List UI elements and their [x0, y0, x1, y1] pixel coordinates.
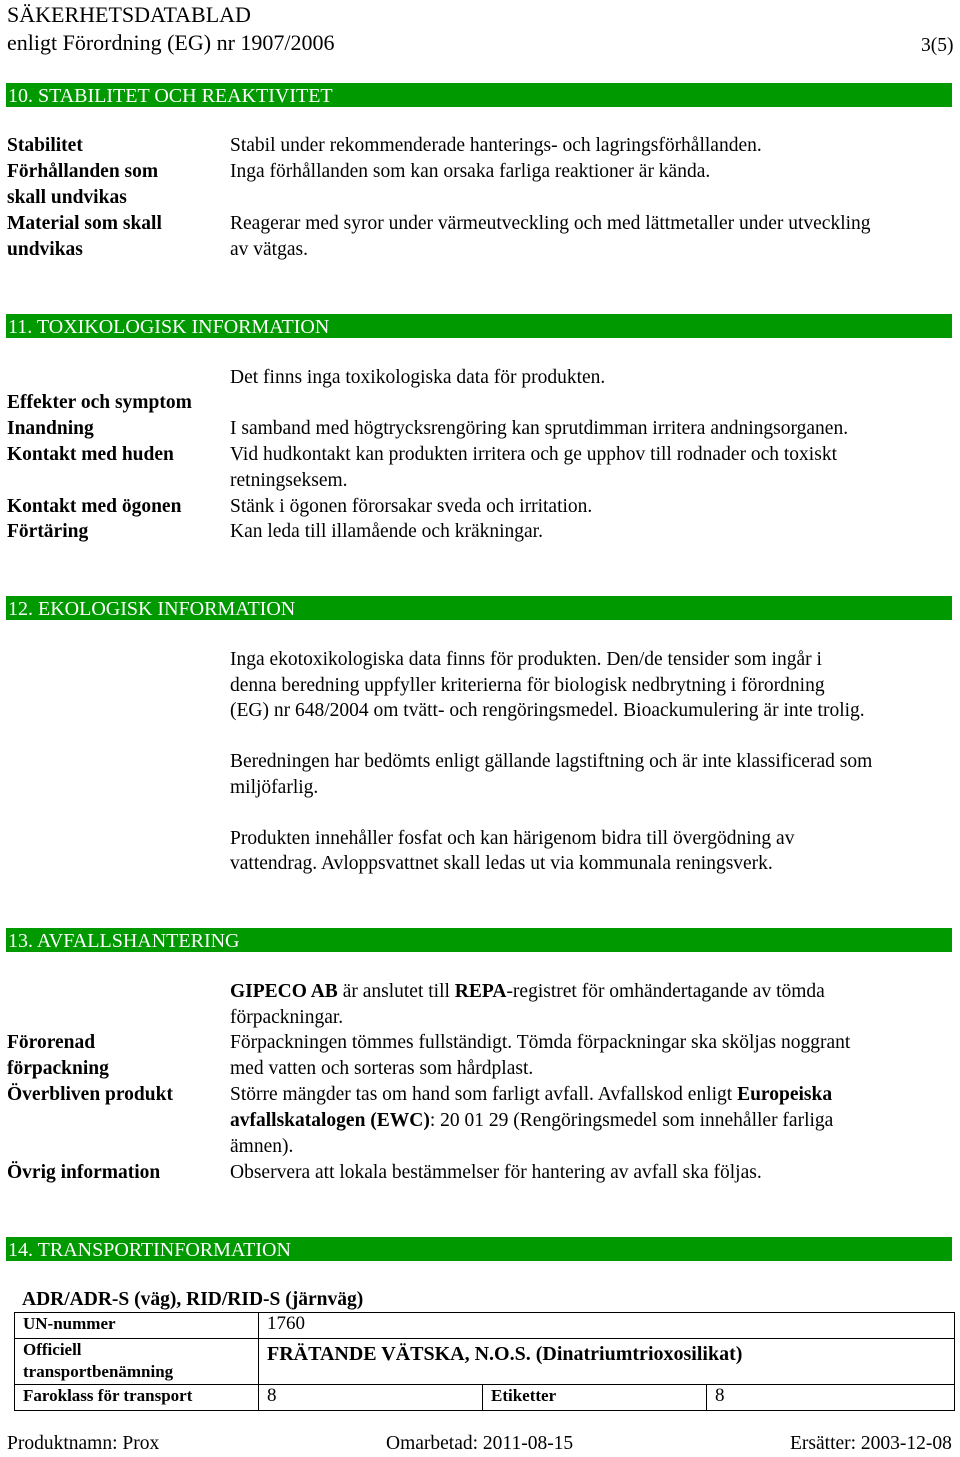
text-contaminated-line1: Förpackningen tömmes fullständigt. Tömda förpackningar ska sköljas noggrant: [230, 1032, 851, 1053]
label-skin-contact: Kontakt med huden: [7, 444, 174, 465]
transport-table: [14, 1312, 955, 1411]
text-eye-contact: Stänk i ögonen förorsakar sveda och irritation.: [230, 496, 593, 517]
footer-revised: Omarbetad: 2011-08-15: [386, 1433, 574, 1454]
section-14-heading: 14. TRANSPORTINFORMATION: [6, 1237, 952, 1261]
document-title: SÄKERHETSDATABLAD: [7, 2, 251, 27]
text-contaminated-line2: med vatten och sorteras som hårdplast.: [230, 1058, 534, 1079]
text-stability: Stabil under rekommenderade hanterings- och lagringsförhållanden.: [230, 135, 762, 156]
repa-name: REPA: [454, 981, 507, 1002]
un-number-label: UN-nummer: [23, 1314, 116, 1333]
label-conditions-line1: Förhållanden som: [7, 161, 159, 182]
text-skin-contact-line2: retningseksem.: [230, 470, 348, 491]
text-inhalation: I samband med högtrycksrengöring kan sprutdimman irritera andningsorganen.: [230, 418, 849, 439]
ecology-p3-line1: Produkten innehåller fosfat och kan härigenom bidra till övergödning av: [230, 828, 795, 849]
footer-replaces: Ersätter: 2003-12-08: [790, 1433, 952, 1454]
label-conditions-line2: skall undvikas: [7, 187, 127, 208]
text-leftover-line2: avfallskatalogen (EWC): 20 01 29 (Rengöringsmedel som innehåller farliga: [230, 1110, 834, 1131]
text-materials-line2: av vätgas.: [230, 239, 308, 260]
label-materials-line1: Material som skall: [7, 213, 162, 234]
ecology-p3-line2: vattendrag. Avloppsvattnet skall ledas ut via kommunala reningsverk.: [230, 853, 773, 874]
transport-subheading: ADR/ADR-S (väg), RID/RID-S (järnväg): [22, 1289, 364, 1310]
hazard-class-label: Faroklass för transport: [23, 1386, 193, 1405]
hazard-class-value: 8: [267, 1385, 277, 1406]
labels-label: Etiketter: [491, 1386, 557, 1405]
label-inhalation: Inandning: [7, 418, 94, 439]
ecology-p2-line2: miljöfarlig.: [230, 777, 319, 798]
table-row: [15, 1313, 955, 1339]
regulation-line: enligt Förordning (EG) nr 1907/2006: [7, 30, 335, 55]
waste-intro-line2: förpackningar.: [230, 1007, 344, 1028]
labels-value: 8: [715, 1385, 725, 1406]
ecology-p2-line1: Beredningen har bedömts enligt gällande lagstiftning och är inte klassificerad som: [230, 751, 873, 772]
ecology-p1-line1: Inga ekotoxikologiska data finns för produkten. Den/de tensider som ingår i: [230, 649, 822, 670]
label-other-info: Övrig information: [7, 1162, 161, 1183]
label-effects: Effekter och symptom: [7, 392, 192, 413]
ecology-p1-line2: denna beredning uppfyller kriterierna för biologisk nedbrytning i förordning: [230, 675, 825, 696]
label-materials-line2: undvikas: [7, 239, 83, 260]
section-11-heading: 11. TOXIKOLOGISK INFORMATION: [6, 314, 952, 338]
text-leftover-line1: Större mängder tas om hand som farligt avfall. Avfallskod enligt Europeiska: [230, 1084, 833, 1105]
shipping-name-value: FRÄTANDE VÄTSKA, N.O.S. (Dinatriumtrioxosilikat): [267, 1343, 743, 1365]
page-number: 3(5): [921, 35, 954, 56]
table-row: [15, 1385, 955, 1411]
label-contaminated-line2: förpackning: [7, 1058, 109, 1079]
text-leftover-line3: ämnen).: [230, 1136, 294, 1157]
company-name: GIPECO AB: [230, 981, 338, 1002]
label-ingestion: Förtäring: [7, 521, 89, 542]
label-stability: Stabilitet: [7, 135, 83, 156]
waste-intro-line1: GIPECO AB är anslutet till REPA-registret för omhändertagande av tömda: [230, 981, 825, 1002]
text-ingestion: Kan leda till illamående och kräkningar.: [230, 521, 543, 542]
ecology-p1-line3: (EG) nr 648/2004 om tvätt- och rengöringsmedel. Bioackumulering är inte trolig.: [230, 700, 865, 721]
label-eye-contact: Kontakt med ögonen: [7, 496, 182, 517]
text-materials-line1: Reagerar med syror under värmeutveckling och med lättmetaller under utveckling: [230, 213, 871, 234]
label-contaminated-line1: Förorenad: [7, 1032, 96, 1053]
table-row: [15, 1339, 955, 1385]
footer-product: Produktnamn: Prox: [7, 1433, 160, 1454]
section-12-heading: 12. EKOLOGISK INFORMATION: [6, 596, 952, 620]
text-skin-contact-line1: Vid hudkontakt kan produkten irritera och ge upphov till rodnader och toxiskt: [230, 444, 837, 465]
shipping-name-label-line2: transportbenämning: [23, 1362, 174, 1381]
section-13-heading: 13. AVFALLSHANTERING: [6, 928, 952, 952]
toxicology-intro: Det finns inga toxikologiska data för produkten.: [230, 367, 606, 388]
text-conditions: Inga förhållanden som kan orsaka farliga reaktioner är kända.: [230, 161, 711, 182]
section-10-heading: 10. STABILITET OCH REAKTIVITET: [6, 83, 952, 107]
un-number-value: 1760: [267, 1313, 305, 1334]
text-other-info: Observera att lokala bestämmelser för hantering av avfall ska följas.: [230, 1162, 762, 1183]
shipping-name-label-line1: Officiell: [23, 1340, 82, 1359]
label-leftover: Överbliven produkt: [7, 1084, 173, 1105]
